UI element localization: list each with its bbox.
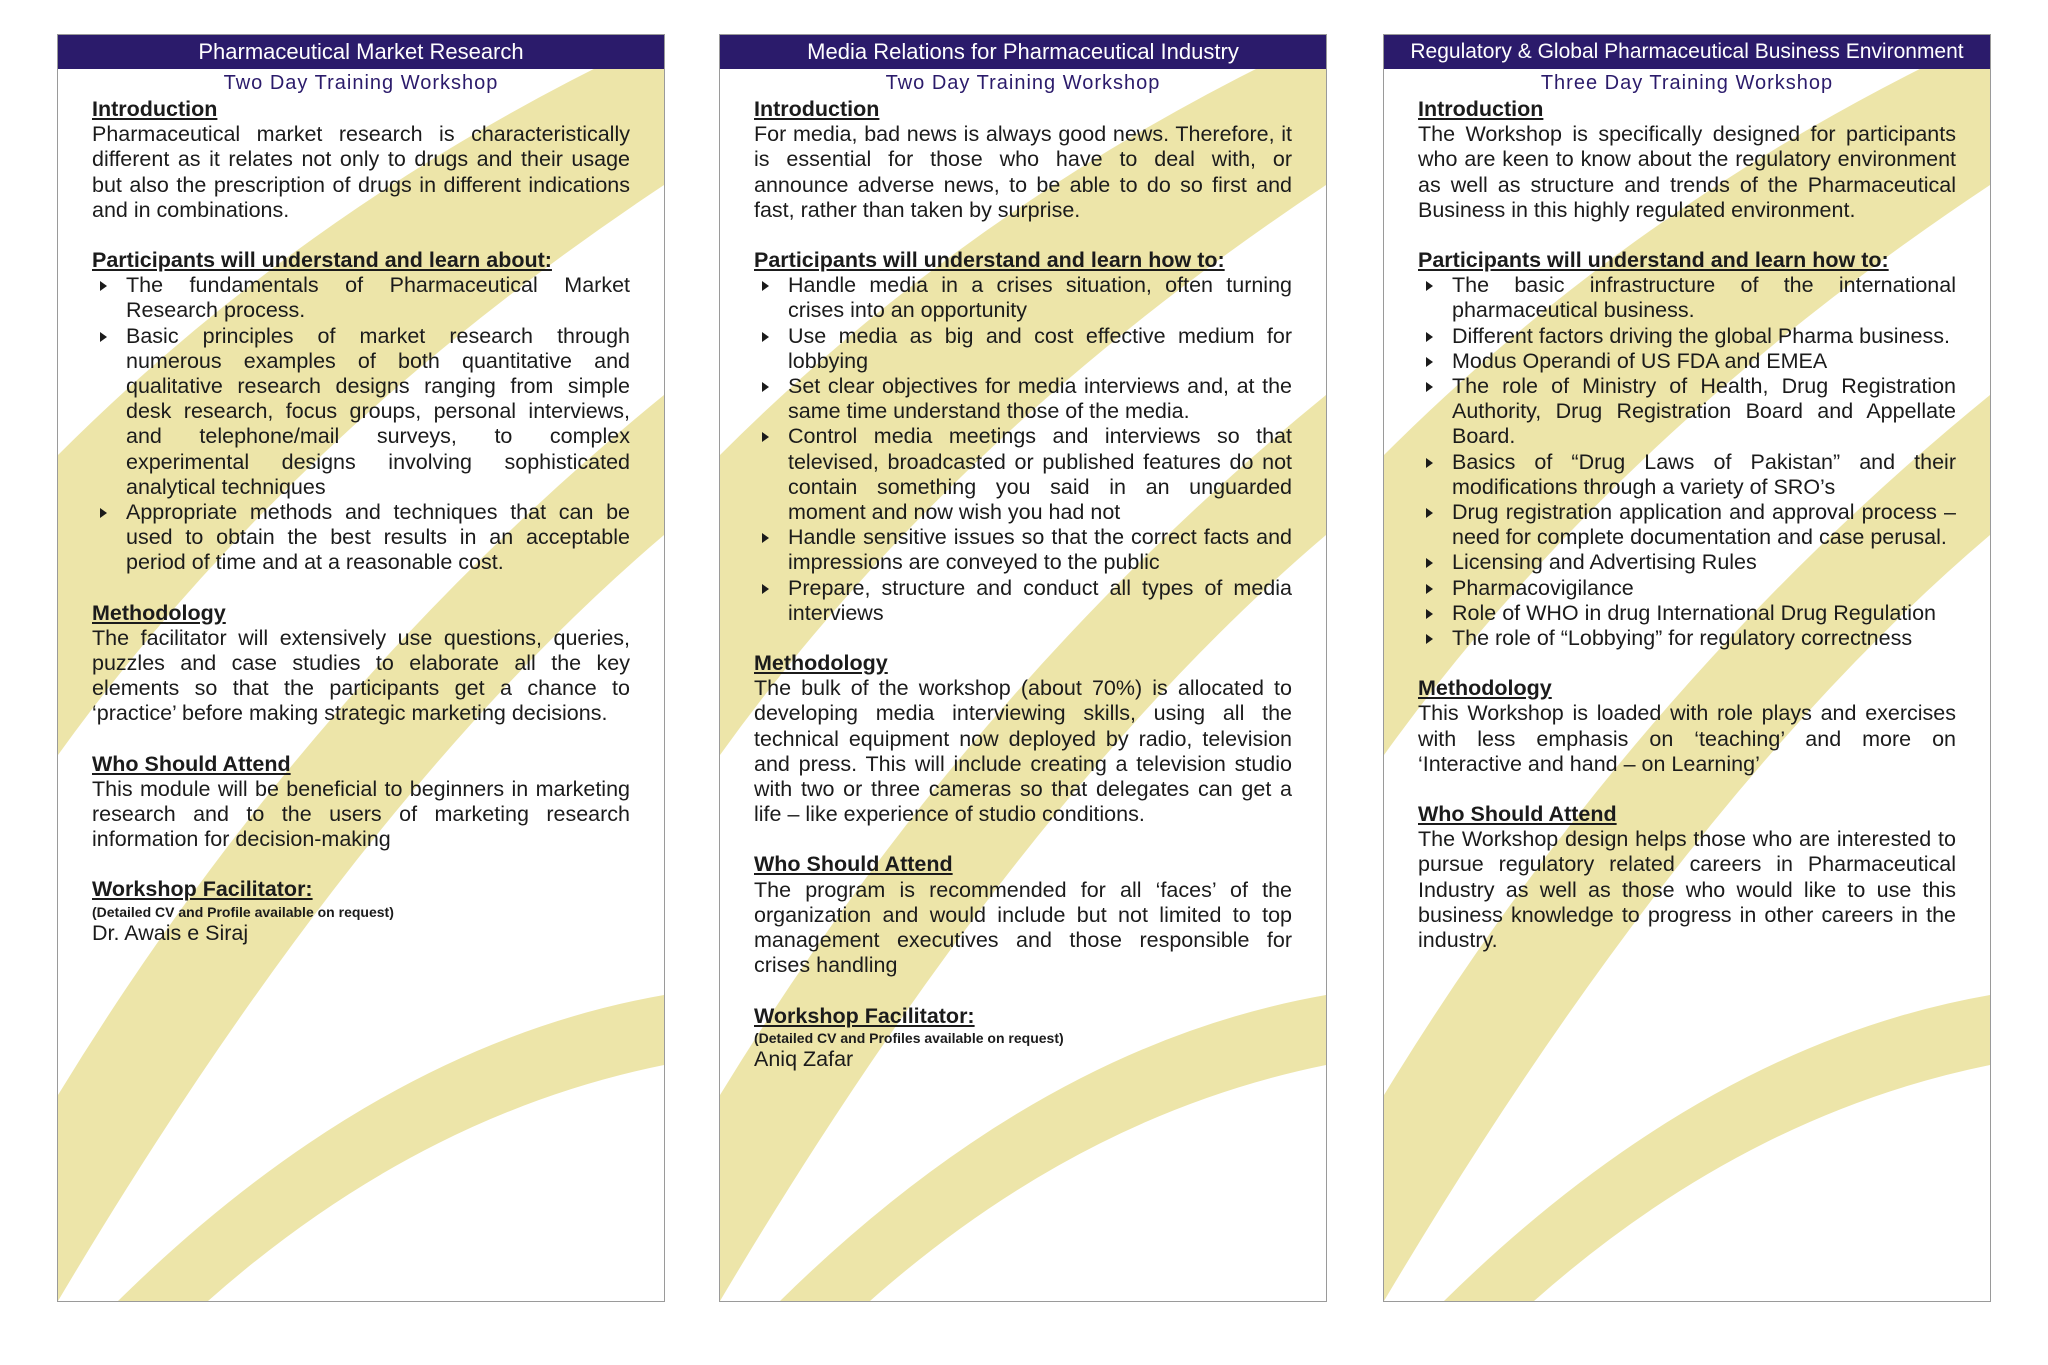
introduction-text: The Workshop is specifically designed for participants who are keen to know about the regulatory environment as well as structure and trends of the Pharmaceutical Business in this highly regulated environment. [1418, 122, 1956, 222]
panel-title: Regulatory & Global Pharmaceutical Business Environment [1384, 35, 1990, 69]
methodology-heading: Methodology [92, 600, 226, 625]
facilitator-note: (Detailed CV and Profile available on request) [92, 903, 394, 920]
who-should-attend-text: The Workshop design helps those who are interested to pursue regulatory related careers in Pharmaceutical Industry as well as those who would like to use this business knowledge to progress in other careers in the industry. [1418, 827, 1956, 953]
bullet-arrow-icon [762, 432, 769, 442]
who-should-attend-text: The program is recommended for all ‘faces’ of the organization and would include but not limited to top management executives and those responsible for crises handling [754, 877, 1292, 978]
bullet-arrow-icon [762, 533, 769, 543]
bullet-item: Handle media in a crises situation, often turning crises into an opportunity [754, 273, 1292, 323]
panel-title: Media Relations for Pharmaceutical Industry [720, 35, 1326, 69]
who-should-attend-heading: Who Should Attend [92, 751, 291, 776]
methodology-heading: Methodology [754, 651, 888, 676]
methodology-text: The facilitator will extensively use questions, queries, puzzles and case studies to elaborate all the key elements so that the participants get a chance to ‘practice’ before making strategic marketing decisions. [92, 625, 630, 726]
bullet-item: Modus Operandi of US FDA and EMEA [1418, 349, 1956, 374]
bullet-item: Use media as big and cost effective medium for lobbying [754, 324, 1292, 374]
panel-content [58, 97, 664, 946]
bullet-item: Different factors driving the global Pharma business. [1418, 324, 1956, 349]
methodology-heading: Methodology [1418, 676, 1552, 701]
introduction-text: For media, bad news is always good news. Therefore, it is essential for those who have to deal with, or announce adverse news, to be able to do so first and fast, rather than taken by surprise. [754, 122, 1292, 222]
bullet-arrow-icon [1426, 458, 1433, 468]
workshop-panel-market-research [57, 34, 665, 1302]
methodology-text: The bulk of the workshop (about 70%) is allocated to developing media interviewing skills, using all the technical equipment now deployed by radio, television and press. This will include creating a television studio with two or three cameras so that delegates can get a life – like experience of studio conditions. [754, 676, 1292, 827]
bullet-arrow-icon [100, 332, 107, 342]
facilitator-name: Dr. Awais e Siraj [92, 920, 249, 945]
bullet-arrow-icon [762, 382, 769, 392]
bullet-item: Basic principles of market research through numerous examples of both quantitative and qualitative research designs ranging from simple desk research, focus groups, personal interviews, and telephone/mail surveys, to complex experimental designs involving sophisticated analytical techniques [92, 324, 630, 500]
panel-title: Pharmaceutical Market Research [58, 35, 664, 69]
introduction-text: Pharmaceutical market research is characteristically different as it relates not only to drugs and their usage but also the prescription of drugs in different indications and in combinations. [92, 122, 630, 222]
bullet-item: Appropriate methods and techniques that can be used to obtain the best results in an acceptable period of time and at a reasonable cost. [92, 500, 630, 576]
bullet-item: Set clear objectives for media interviews and, at the same time understand those of the media. [754, 374, 1292, 424]
bullet-item: The role of “Lobbying” for regulatory correctness [1418, 626, 1956, 651]
who-should-attend-heading: Who Should Attend [754, 852, 953, 877]
bullet-item: The fundamentals of Pharmaceutical Market Research process. [92, 273, 630, 323]
bullet-item: The role of Ministry of Health, Drug Registration Authority, Drug Registration Board and Appellate Board. [1418, 374, 1956, 450]
panel-subtitle: Two Day Training Workshop [885, 72, 1161, 94]
bullet-item: Role of WHO in drug International Drug Regulation [1418, 601, 1956, 626]
bullet-item: Prepare, structure and conduct all types of media interviews [754, 576, 1292, 626]
methodology-text: This Workshop is loaded with role plays and exercises with less emphasis on ‘teaching’ and more on ‘Interactive and hand – on Learning’ [1418, 701, 1956, 776]
bullet-arrow-icon [1426, 634, 1433, 644]
introduction-heading: Introduction [754, 97, 880, 121]
bullet-item: Licensing and Advertising Rules [1418, 550, 1956, 575]
bullet-arrow-icon [100, 508, 107, 518]
bullet-arrow-icon [1426, 508, 1433, 518]
panel-subtitle: Three Day Training Workshop [1540, 72, 1834, 94]
learn-heading: Participants will understand and learn how to: [754, 248, 1225, 273]
bullet-item: Pharmacovigilance [1418, 576, 1956, 601]
learn-heading: Participants will understand and learn about: [92, 248, 552, 273]
introduction-heading: Introduction [92, 97, 218, 121]
bullet-arrow-icon [762, 332, 769, 342]
bullet-arrow-icon [1426, 281, 1433, 291]
learn-heading: Participants will understand and learn how to: [1418, 248, 1889, 273]
facilitator-heading: Workshop Facilitator: [754, 1003, 975, 1028]
bullet-item: Basics of “Drug Laws of Pakistan” and their modifications through a variety of SRO’s [1418, 450, 1956, 500]
learn-bullet-list [92, 273, 630, 575]
panel-subtitle: Two Day Training Workshop [223, 72, 499, 94]
bullet-arrow-icon [1426, 382, 1433, 392]
bullet-item: Handle sensitive issues so that the correct facts and impressions are conveyed to the public [754, 525, 1292, 575]
facilitator-name: Aniq Zafar [754, 1046, 854, 1071]
bullet-arrow-icon [1426, 558, 1433, 568]
bullet-arrow-icon [762, 281, 769, 291]
facilitator-heading: Workshop Facilitator: [92, 877, 313, 902]
bullet-arrow-icon [1426, 332, 1433, 342]
panel-content [1384, 97, 1990, 953]
who-should-attend-text: This module will be beneficial to beginners in marketing research and to the users of marketing research information for decision-making [92, 776, 630, 852]
bullet-item: The basic infrastructure of the international pharmaceutical business. [1418, 273, 1956, 323]
bullet-item: Drug registration application and approval process – need for complete documentation and case perusal. [1418, 500, 1956, 550]
bullet-arrow-icon [1426, 584, 1433, 594]
bullet-item: Control media meetings and interviews so that televised, broadcasted or published features do not contain something you said in an unguarded moment and now wish you had not [754, 424, 1292, 525]
bullet-arrow-icon [1426, 357, 1433, 367]
learn-bullet-list [1418, 273, 1956, 651]
panel-content [720, 97, 1326, 1072]
facilitator-note: (Detailed CV and Profiles available on request) [754, 1029, 1064, 1046]
introduction-heading: Introduction [1418, 97, 1544, 121]
workshop-panel-regulatory [1383, 34, 1991, 1302]
who-should-attend-heading: Who Should Attend [1418, 802, 1617, 827]
bullet-arrow-icon [1426, 609, 1433, 619]
workshop-panel-media-relations [719, 34, 1327, 1302]
bullet-arrow-icon [762, 584, 769, 594]
bullet-arrow-icon [100, 281, 107, 291]
learn-bullet-list [754, 273, 1292, 626]
